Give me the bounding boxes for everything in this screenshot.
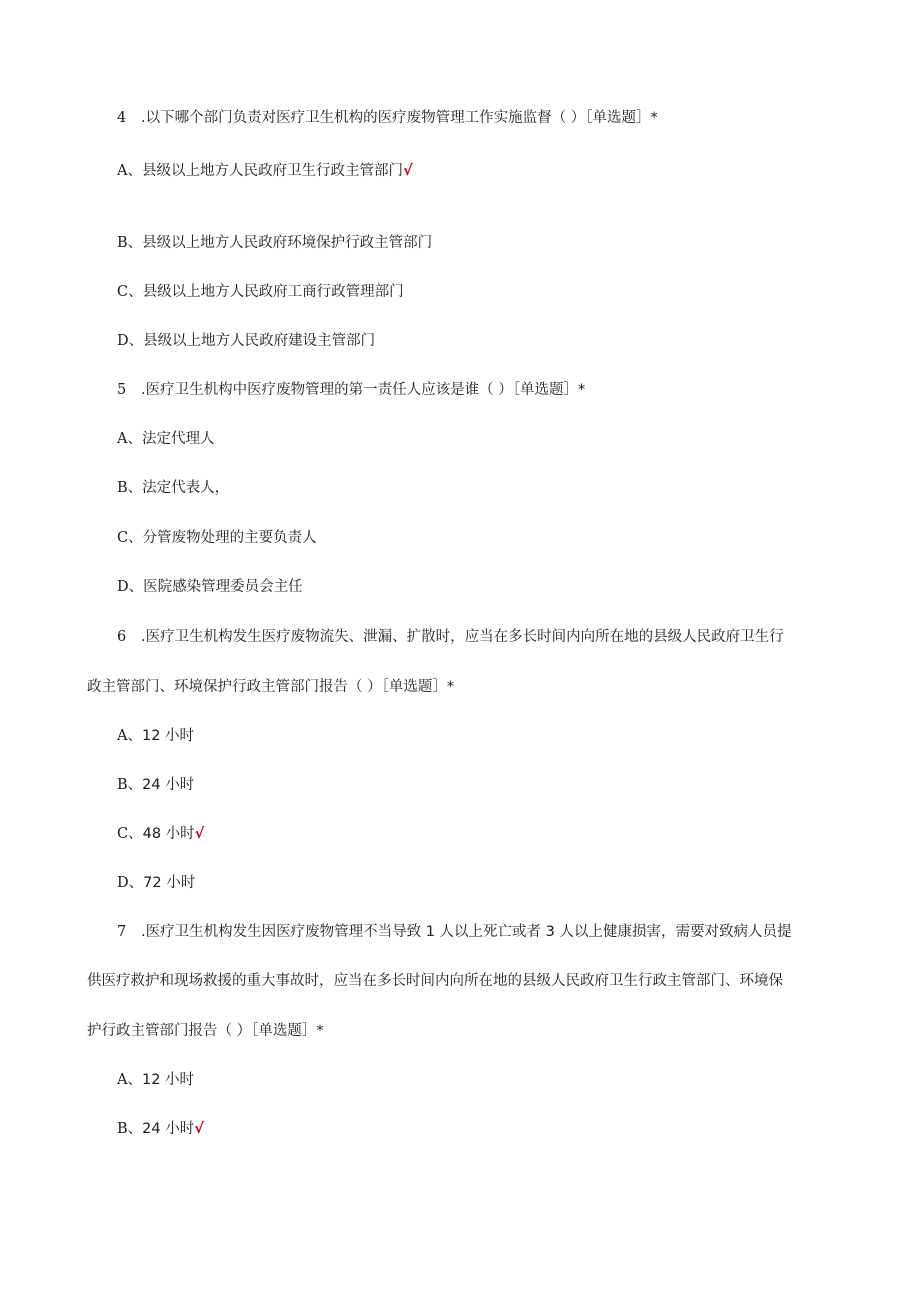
- option-letter: B、: [117, 1121, 143, 1137]
- question-number: 7: [117, 924, 127, 940]
- option-text: 48 小时: [142, 826, 195, 842]
- question-text: .医疗卫生机构发生因医疗废物管理不当导致 1 人以上死亡或者 3 人以上健康损害，需要对致病人员提: [141, 924, 792, 940]
- option-text: 县级以上地方人民政府建设主管部门: [143, 333, 376, 349]
- question-7-stem-continued-1: 供医疗救护和现场救援的重大事故时，应当在多长时间内向所在地的县级人民政府卫生行政主管部门、环境保: [87, 973, 783, 989]
- question-text: .以下哪个部门负责对医疗卫生机构的医疗废物管理工作实施监督（ ）［单选题］*: [141, 110, 658, 126]
- option-letter: B、: [117, 777, 143, 793]
- question-5-option-a[interactable]: [117, 429, 214, 449]
- option-text: 24 小时: [142, 777, 195, 793]
- question-6-option-b[interactable]: [117, 775, 194, 795]
- option-text: 县级以上地方人民政府环境保护行政主管部门: [142, 235, 433, 251]
- option-text: 县级以上地方人民政府工商行政管理部门: [142, 284, 404, 300]
- option-text: 县级以上地方人民政府卫生行政主管部门: [141, 163, 403, 179]
- question-6-option-c[interactable]: [117, 824, 204, 844]
- question-6-option-d[interactable]: [117, 873, 195, 893]
- question-4-option-c[interactable]: [117, 282, 404, 302]
- option-text: 法定代表人，: [142, 480, 230, 496]
- option-letter: D、: [117, 579, 144, 595]
- option-text: 72 小时: [143, 875, 196, 891]
- question-text: .医疗卫生机构发生医疗废物流失、泄漏、扩散时，应当在多长时间内向所在地的县级人民政府卫生行: [141, 629, 784, 645]
- question-4-stem: [117, 108, 658, 128]
- question-7-option-b[interactable]: [117, 1119, 204, 1139]
- option-letter: D、: [117, 875, 144, 891]
- question-5-option-b[interactable]: [117, 478, 229, 498]
- option-letter: A、: [117, 1072, 142, 1088]
- option-text: 12 小时: [141, 1072, 195, 1088]
- question-5-option-c[interactable]: [117, 528, 317, 548]
- option-letter: C、: [117, 530, 143, 546]
- option-letter: C、: [117, 826, 143, 842]
- question-6-stem: [117, 627, 784, 647]
- question-number: 5: [117, 382, 127, 398]
- option-text: 医院感染管理委员会主任: [143, 579, 303, 595]
- option-letter: D、: [117, 333, 144, 349]
- option-text: 分管废物处理的主要负责人: [142, 530, 317, 546]
- question-5-option-d[interactable]: [117, 577, 303, 597]
- question-6-stem-continued: 政主管部门、环境保护行政主管部门报告（ ）［单选题］*: [87, 679, 455, 695]
- option-letter: A、: [117, 728, 142, 744]
- option-letter: B、: [117, 235, 143, 251]
- option-text: 24 小时: [142, 1121, 195, 1137]
- option-letter: B、: [117, 480, 143, 496]
- option-letter: A、: [117, 431, 142, 447]
- option-text: 12 小时: [141, 728, 195, 744]
- checkmark-icon: √: [402, 163, 413, 179]
- question-5-stem: [117, 380, 585, 400]
- question-number: 6: [117, 629, 127, 645]
- option-letter: A、: [117, 163, 142, 179]
- option-letter: C、: [117, 284, 143, 300]
- question-number: 4: [117, 110, 127, 126]
- checkmark-icon: √: [194, 826, 205, 842]
- checkmark-icon: √: [194, 1121, 204, 1137]
- option-text: 法定代理人: [141, 431, 215, 447]
- question-text: .医疗卫生机构中医疗废物管理的第一责任人应该是谁（ ）［单选题］*: [141, 382, 586, 398]
- question-7-option-a[interactable]: [117, 1070, 194, 1090]
- question-6-option-a[interactable]: [117, 726, 194, 746]
- question-4-option-b[interactable]: [117, 233, 432, 253]
- question-7-stem-continued-2: 护行政主管部门报告（ ）［单选题］*: [87, 1023, 324, 1039]
- question-7-stem: [117, 922, 792, 942]
- question-4-option-a[interactable]: [117, 161, 413, 181]
- question-4-option-d[interactable]: [117, 331, 375, 351]
